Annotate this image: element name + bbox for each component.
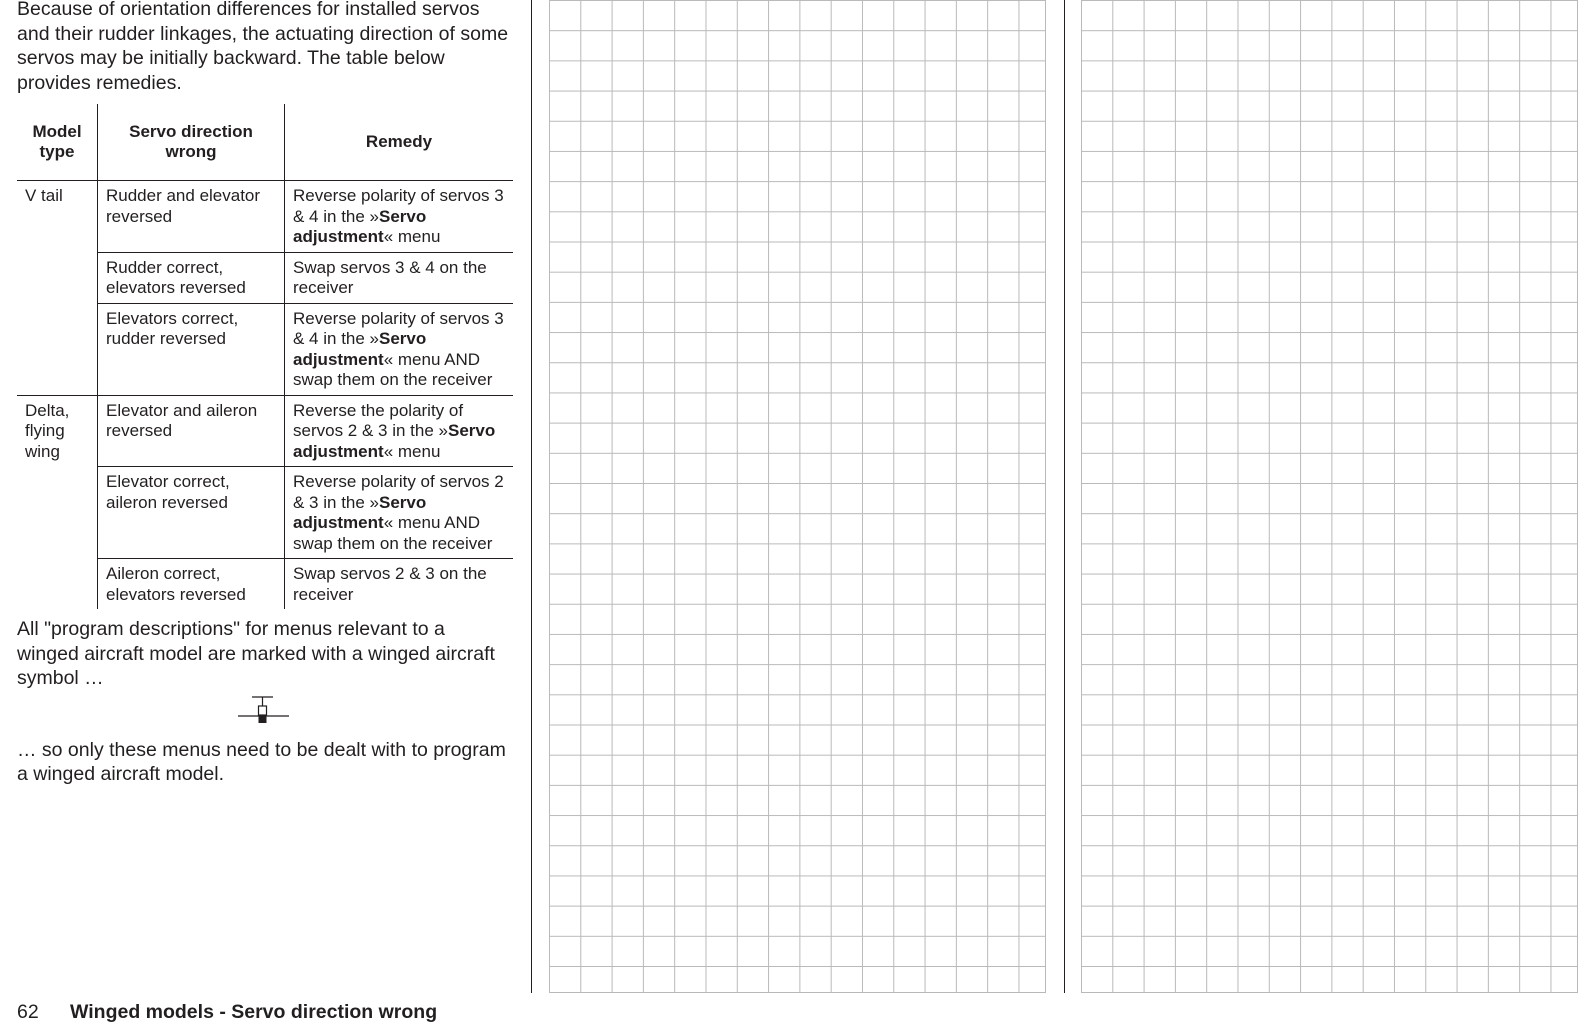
remedy-cell: Reverse polarity of servos 2 & 3 in the »Servo adjustment« menu AND swap them on the receiver bbox=[285, 467, 514, 559]
remedy-text: Swap servos 3 & 4 on the receiver bbox=[293, 257, 487, 297]
header-remedy: Remedy bbox=[285, 104, 514, 181]
remedy-text: Reverse the polarity of servos 2 & 3 in the bbox=[293, 400, 464, 440]
winged-aircraft-icon bbox=[235, 694, 295, 734]
remedy-text-after: menu bbox=[397, 441, 441, 461]
servo-direction-cell: Elevators correct, rudder reversed bbox=[98, 303, 285, 395]
remedy-cell: Reverse the polarity of servos 2 & 3 in the »Servo adjustment« menu bbox=[285, 395, 514, 467]
menu-name: Servo adjustment bbox=[293, 329, 427, 369]
left-column bbox=[17, 0, 512, 787]
remedy-text-after: menu AND swap them on the receiver bbox=[293, 349, 493, 389]
model-type-cell: Delta, flying wing bbox=[25, 400, 70, 461]
remedy-cell: Reverse polarity of servos 3 & 4 in the »Servo adjustment« menu AND swap them on the receiver bbox=[285, 303, 514, 395]
notes-grid-left bbox=[549, 0, 1046, 993]
closing-paragraph: … so only these menus need to be dealt with to program a winged aircraft model. bbox=[17, 738, 506, 785]
page-footer bbox=[17, 1000, 437, 1024]
notes-grid-right bbox=[1081, 0, 1578, 993]
servo-direction-cell: Elevator correct, aileron reversed bbox=[98, 467, 285, 559]
remedy-cell: Reverse polarity of servos 3 & 4 in the »Servo adjustment« menu bbox=[285, 181, 514, 253]
remedy-text-after: menu bbox=[397, 227, 441, 246]
servo-direction-cell: Rudder and elevator reversed bbox=[98, 181, 285, 253]
remedy-cell bbox=[285, 559, 514, 610]
remedy-text: Swap servos 2 & 3 on the receiver bbox=[293, 564, 487, 604]
remedy-text: Reverse polarity of servos 2 & 3 in the bbox=[293, 472, 504, 512]
table-row bbox=[17, 181, 513, 253]
remedy-text-after: menu AND swap them on the receiver bbox=[293, 513, 493, 553]
intro-paragraph: Because of orientation differences for installed servos and their rudder linkages, the actuating direction of some servos may be initially backward. The table below provides remedies. bbox=[17, 0, 509, 94]
header-model-type: Model type bbox=[17, 104, 98, 181]
symbol-explanation-paragraph: All "program descriptions" for menus relevant to a winged aircraft model are marked with a winged aircraft symbol … bbox=[17, 618, 495, 689]
page-number: 62 bbox=[17, 1001, 39, 1023]
menu-name: Servo adjustment bbox=[293, 206, 427, 246]
footer-title: Winged models - Servo direction wrong bbox=[70, 1001, 438, 1023]
column-divider-left bbox=[531, 0, 532, 993]
menu-name: Servo adjustment bbox=[293, 421, 496, 461]
column-divider-right bbox=[1064, 0, 1065, 993]
servo-direction-cell: Rudder correct, elevators reversed bbox=[98, 252, 285, 303]
table-body bbox=[17, 181, 513, 610]
table-header-row bbox=[17, 104, 513, 181]
remedy-table bbox=[17, 104, 513, 609]
menu-name: Servo adjustment bbox=[293, 492, 427, 532]
model-type-cell: V tail bbox=[17, 181, 98, 396]
remedy-cell bbox=[285, 252, 514, 303]
header-servo-direction: Servo direction wrong bbox=[98, 104, 285, 181]
remedy-text: Reverse polarity of servos 3 & 4 in the bbox=[293, 186, 504, 226]
servo-direction-cell: Aileron correct, elevators reversed bbox=[98, 559, 285, 610]
servo-direction-cell: Elevator and aileron reversed bbox=[98, 395, 285, 467]
remedy-text: Reverse polarity of servos 3 & 4 in the bbox=[293, 308, 504, 348]
table-row bbox=[17, 395, 513, 467]
